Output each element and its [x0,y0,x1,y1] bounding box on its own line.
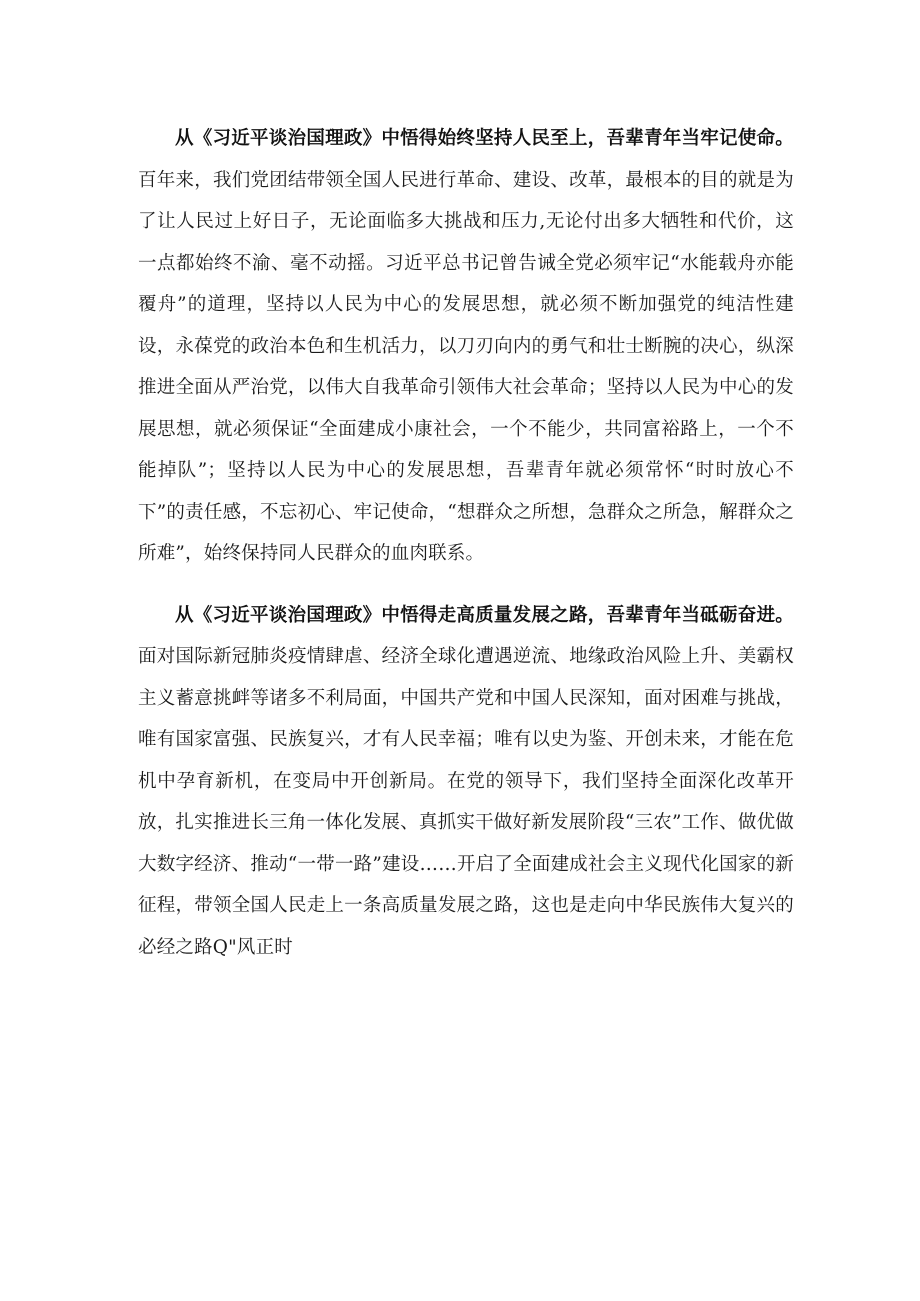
paragraph-2-lead: 从《习近平谈治国理政》中悟得走高质量发展之路，吾辈青年当砥砺奋进。 [175,604,794,626]
paragraph-2 [138,595,794,969]
paragraph-1 [138,118,794,575]
paragraph-1-body: 百年来，我们党团结带领全国人民进行革命、建设、改革，最根本的目的就是为了让人民过上好日子，无论面临多大挑战和压力,无论付出多大牺牲和代价，这一点都始终不渝、毫不动摇。习近平总书记曾告诫全党必须牢记“水能载舟亦能覆舟”的道理，坚持以人民为中心的发展思想，就必须不断加强党的纯洁性建设，永葆党的政治本色和生机活力，以刀刃向内的勇气和壮士断腕的决心，纵深推进全面从严治党，以伟大自我革命引领伟大社会革命；坚持以人民为中心的发展思想，就必须保证“全面建成小康社会，一个不能少，共同富裕路上，一个不能掉队”；坚持以人民为中心的发展思想，吾辈青年就必须常怀“时时放心不下”的责任感，不忘初心、牢记使命，“想群众之所想，急群众之所急，解群众之所难”，始终保持同人民群众的血肉联系。 [138,169,794,564]
paragraph-2-body: 面对国际新冠肺炎疫情肆虐、经济全球化遭遇逆流、地缘政治风险上升、美霸权主义蓄意挑衅等诸多不利局面，中国共产党和中国人民深知，面对困难与挑战，唯有国家富强、民族复兴，才有人民幸福；唯有以史为鉴、开创未来，才能在危机中孕育新机，在变局中开创新局。在党的领导下，我们坚持全面深化改革开放，扎实推进长三角一体化发展、真抓实干做好新发展阶段“三农”工作、做优做大数字经济、推动“一带一路”建设……开启了全面建成社会主义现代化国家的新征程，带领全国人民走上一条高质量发展之路，这也是走向中华民族伟大复兴的必经之路Q"风正时 [138,646,794,958]
document-page [138,118,794,968]
paragraph-1-lead: 从《习近平谈治国理政》中悟得始终坚持人民至上，吾辈青年当牢记使命。 [175,128,794,149]
